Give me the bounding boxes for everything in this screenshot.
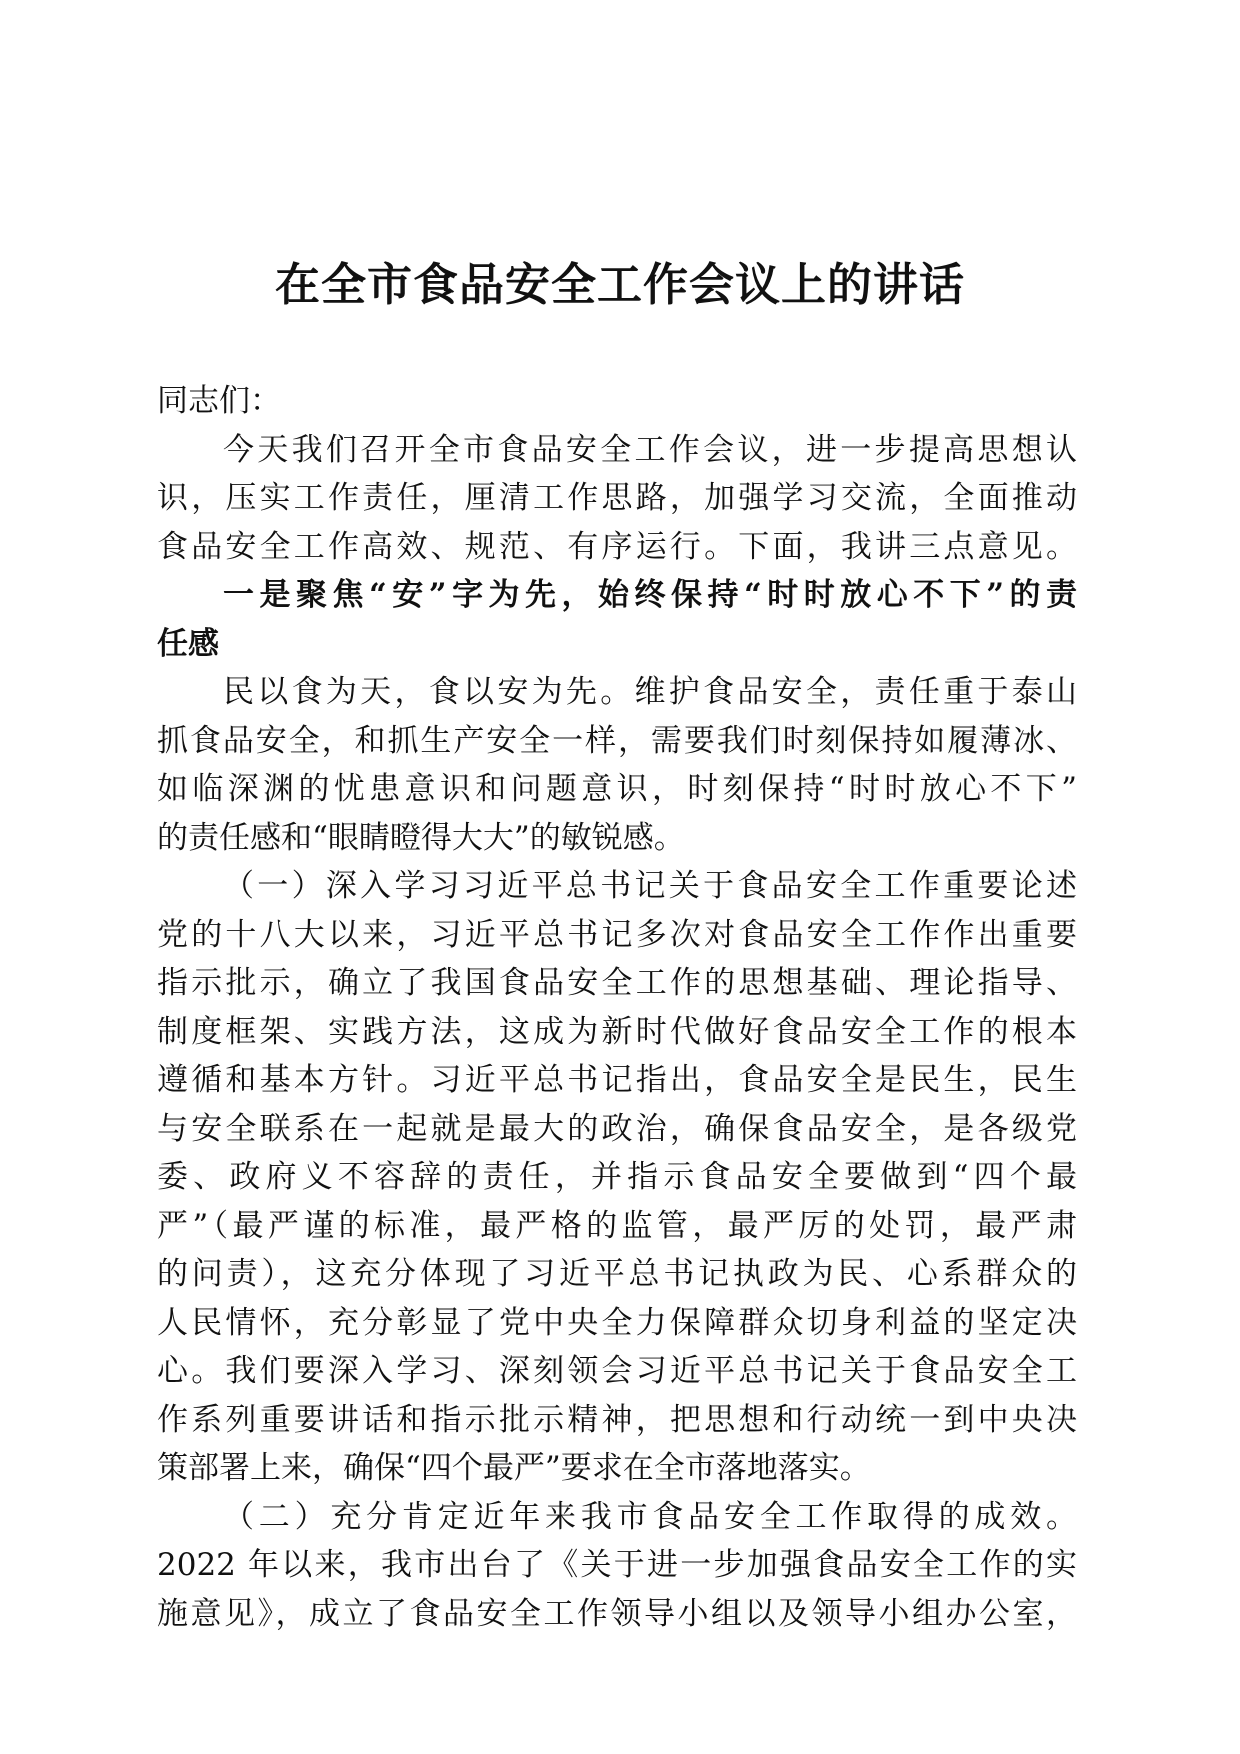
paragraph-line: 2022 年以来，我市出台了《关于进一步加强食品安全工作的实 xyxy=(157,1547,1077,1583)
subsection-heading-line: （一）深入学习习近平总书记关于食品安全工作重要论述 xyxy=(223,868,1077,904)
paragraph-line: 心。我们要深入学习、深刻领会习近平总书记关于食品安全工 xyxy=(157,1353,1077,1389)
paragraph-line: 制度框架、实践方法，这成为新时代做好食品安全工作的根本 xyxy=(157,1013,1077,1050)
paragraph-line: 严”（最严谨的标准，最严格的监管，最严厉的处罚，最严肃 xyxy=(157,1207,1077,1244)
paragraph-line: 委、政府义不容辞的责任，并指示食品安全要做到“四个最 xyxy=(157,1159,1077,1195)
paragraph-line: 如临深渊的忧患意识和问题意识，时刻保持“时时放心不下” xyxy=(157,771,1077,807)
paragraph-line: 策部署上来，确保“四个最严”要求在全市落地落实。 xyxy=(157,1450,871,1486)
paragraph-line: 指示批示，确立了我国食品安全工作的思想基础、理论指导、 xyxy=(157,965,1077,1001)
paragraph-line: 的问责），这充分体现了习近平总书记执政为民、心系群众的 xyxy=(157,1256,1077,1292)
paragraph-line: 民以食为天，食以安为先。维护食品安全，责任重于泰山 xyxy=(223,674,1077,710)
paragraph-line: 的责任感和“眼睛瞪得大大”的敏锐感。 xyxy=(157,819,685,856)
paragraph-line: 食品安全工作高效、规范、有序运行。下面，我讲三点意见。 xyxy=(157,528,1077,565)
paragraph-line: 今天我们召开全市食品安全工作会议，进一步提高思想认 xyxy=(223,431,1077,468)
subsection-heading-line: （二）充分肯定近年来我市食品安全工作取得的成效。 xyxy=(223,1498,1077,1535)
paragraph-line: 施意见》，成立了食品安全工作领导小组以及领导小组办公室， xyxy=(157,1595,1077,1632)
salutation: 同志们： xyxy=(157,383,281,419)
paragraph-line: 与安全联系在一起就是最大的政治，确保食品安全，是各级党 xyxy=(157,1110,1077,1147)
section-heading-line: 一是聚焦“安”字为先，始终保持“时时放心不下”的责 xyxy=(223,577,1077,613)
paragraph-line: 抓食品安全，和抓生产安全一样，需要我们时刻保持如履薄冰、 xyxy=(157,722,1077,759)
paragraph-line: 党的十八大以来，习近平总书记多次对食品安全工作作出重要 xyxy=(157,916,1077,953)
paragraph-line: 作系列重要讲话和指示批示精神，把思想和行动统一到中央决 xyxy=(157,1401,1077,1438)
paragraph-line: 人民情怀，充分彰显了党中央全力保障群众切身利益的坚定决 xyxy=(157,1304,1077,1341)
document-body xyxy=(157,377,1077,1638)
section-heading-line: 任感 xyxy=(157,625,219,662)
document-title: 在全市食品安全工作会议上的讲话 xyxy=(274,258,965,311)
paragraph-line: 识，压实工作责任，厘清工作思路，加强学习交流，全面推动 xyxy=(157,480,1077,516)
paragraph-line: 遵循和基本方针。习近平总书记指出，食品安全是民生，民生 xyxy=(157,1062,1077,1098)
